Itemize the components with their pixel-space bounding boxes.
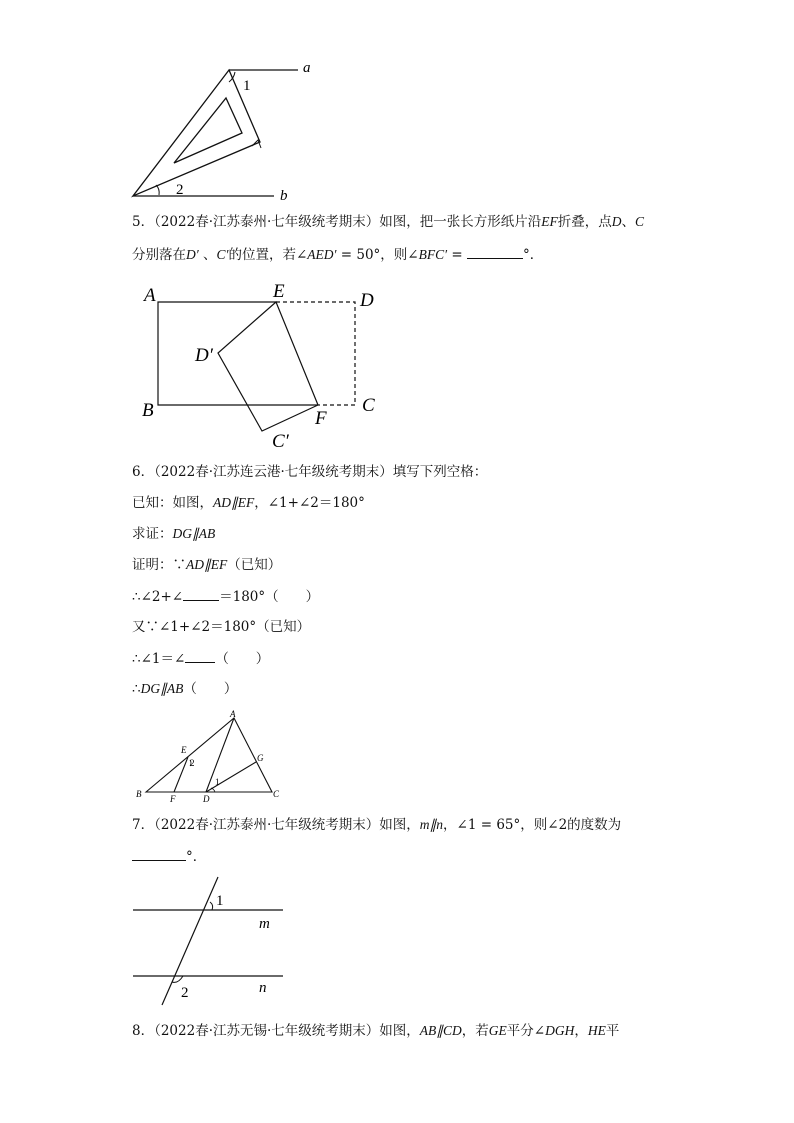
question-6-prove: 求证：DG∥AB	[132, 526, 216, 542]
question-6-step-2: 又∵∠1+∠2＝180°（已知）	[132, 619, 311, 635]
question-6-heading: 6．（2022春·江苏连云港·七年级统考期末）填写下列空格：	[132, 464, 488, 480]
point-label-B: B	[136, 789, 142, 799]
question-source: （2022春·江苏连云港·七年级统考期末）	[154, 464, 393, 480]
line-label-b: b	[280, 188, 288, 204]
line-label-n: n	[259, 980, 267, 996]
angle-label-1: 1	[243, 78, 251, 94]
angle-label-1: 1	[216, 893, 224, 909]
question-number: 8．	[132, 1023, 155, 1039]
point-label-G: G	[257, 753, 264, 763]
angle-label-2: 2	[181, 985, 189, 1001]
question-8-line-1: 8．（2022春·江苏无锡·七年级统考期末）如图，AB∥CD，若GE平分∠DGH，HE平	[132, 1023, 620, 1039]
question-source: （2022春·江苏泰州·七年级统考期末）	[154, 817, 380, 833]
answer-blank[interactable]	[132, 846, 186, 861]
point-label-F: F	[170, 794, 176, 804]
point-label-A: A	[144, 285, 156, 306]
point-label-E: E	[181, 745, 187, 755]
question-6-given: 已知：如图，AD∥EF，∠1+∠2＝180°	[132, 495, 365, 511]
question-7-line-1: 7．（2022春·江苏泰州·七年级统考期末）如图，m∥n，∠1 = 65°，则∠2的度数为	[132, 817, 622, 833]
line-label-m: m	[259, 916, 270, 932]
answer-blank[interactable]	[185, 648, 215, 663]
point-label-C: C	[362, 395, 375, 416]
point-label-D: D	[203, 794, 210, 804]
question-source: （2022春·江苏无锡·七年级统考期末）	[154, 1023, 380, 1039]
point-label-E: E	[273, 281, 285, 302]
point-label-D: D	[360, 290, 374, 311]
question-6-step-1: ∴∠2+∠ ＝180°（ ）	[132, 586, 319, 607]
question-5-line-1: 5．（2022春·江苏泰州·七年级统考期末）如图，把一张长方形纸片沿EF折叠，点D、C	[132, 214, 645, 230]
line-label-a: a	[303, 60, 311, 76]
question-number: 7．	[132, 817, 155, 833]
answer-blank[interactable]	[183, 586, 219, 601]
triangle-abc-figure	[132, 708, 292, 808]
question-5-line-2: 分别落在D′ 、C′的位置，若∠AED′ = 50°，则∠BFC′ = °．	[132, 244, 543, 265]
point-label-F: F	[315, 408, 327, 429]
question-number: 5．	[132, 214, 155, 230]
point-label-B: B	[142, 400, 154, 421]
question-6-step-3: ∴∠1＝∠ （ ）	[132, 648, 269, 669]
point-label-D-prime: D′	[195, 345, 213, 366]
question-6-proof-start: 证明：∵AD∥EF（已知）	[132, 557, 282, 573]
folded-rectangle-figure	[138, 278, 388, 458]
question-number: 6．	[132, 464, 155, 480]
triangle-ruler-figure	[128, 58, 311, 208]
question-7-line-2: °．	[132, 846, 206, 867]
point-label-C: C	[273, 789, 280, 799]
point-label-A: A	[230, 709, 236, 719]
question-6-step-4: ∴DG∥AB（ ）	[132, 681, 238, 697]
answer-blank[interactable]	[467, 244, 523, 259]
point-label-C-prime: C′	[272, 431, 289, 452]
angle-label-1: 1	[215, 777, 220, 787]
parallel-lines-figure	[128, 872, 298, 1010]
angle-label-2: 2	[190, 758, 195, 768]
question-source: （2022春·江苏泰州·七年级统考期末）	[154, 214, 380, 230]
angle-label-2: 2	[176, 182, 184, 198]
